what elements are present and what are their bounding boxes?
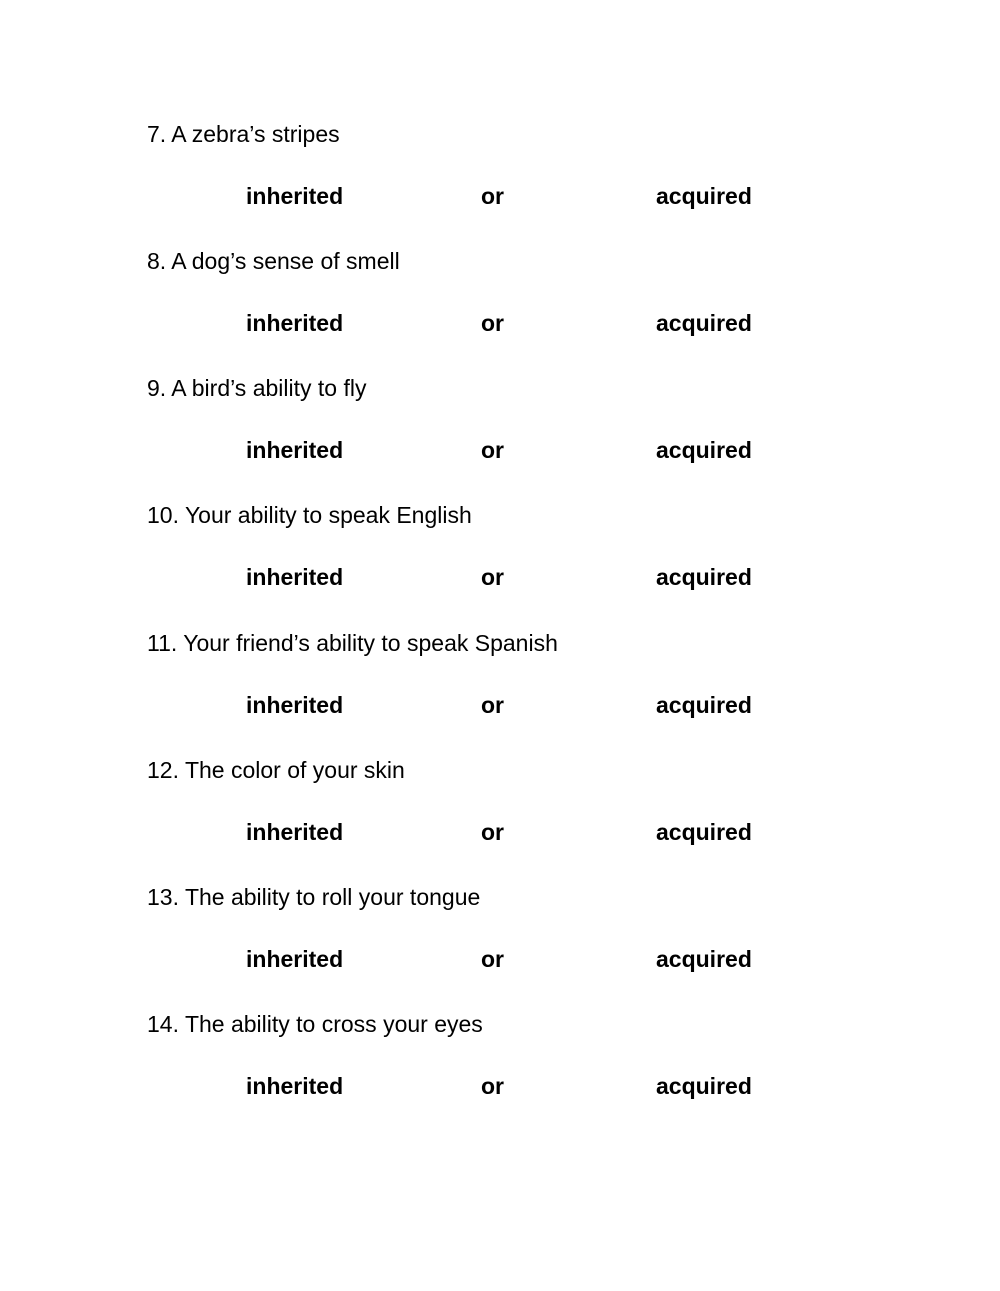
or-separator: or [481, 437, 504, 463]
inherited-option[interactable]: inherited [246, 437, 344, 463]
acquired-option[interactable]: acquired [656, 1073, 752, 1099]
question-13 [0, 882, 1000, 1009]
question-9 [0, 373, 1000, 500]
question-prompt: 13. The ability to roll your tongue [147, 884, 481, 910]
question-prompt: 14. The ability to cross your eyes [147, 1011, 483, 1037]
inherited-option[interactable]: inherited [246, 310, 344, 336]
inherited-option[interactable]: inherited [246, 946, 344, 972]
question-11 [0, 628, 1000, 755]
or-separator: or [481, 1073, 504, 1099]
or-separator: or [481, 692, 504, 718]
acquired-option[interactable]: acquired [656, 819, 752, 845]
acquired-option[interactable]: acquired [656, 183, 752, 209]
question-prompt: 10. Your ability to speak English [147, 502, 472, 528]
inherited-option[interactable]: inherited [246, 819, 344, 845]
question-8 [0, 246, 1000, 373]
inherited-option[interactable]: inherited [246, 692, 344, 718]
question-prompt: 9. A bird’s ability to fly [147, 375, 367, 401]
or-separator: or [481, 310, 504, 336]
or-separator: or [481, 946, 504, 972]
acquired-option[interactable]: acquired [656, 437, 752, 463]
acquired-option[interactable]: acquired [656, 946, 752, 972]
acquired-option[interactable]: acquired [656, 310, 752, 336]
question-12 [0, 755, 1000, 882]
inherited-option[interactable]: inherited [246, 564, 344, 590]
question-prompt: 11. Your friend’s ability to speak Spanish [147, 630, 558, 656]
or-separator: or [481, 819, 504, 845]
acquired-option[interactable]: acquired [656, 692, 752, 718]
question-prompt: 12. The color of your skin [147, 757, 405, 783]
question-7 [0, 119, 1000, 246]
question-10 [0, 500, 1000, 627]
question-14 [0, 1009, 1000, 1136]
inherited-option[interactable]: inherited [246, 1073, 344, 1099]
or-separator: or [481, 564, 504, 590]
inherited-option[interactable]: inherited [246, 183, 344, 209]
or-separator: or [481, 183, 504, 209]
acquired-option[interactable]: acquired [656, 564, 752, 590]
question-prompt: 8. A dog’s sense of smell [147, 248, 400, 274]
question-prompt: 7. A zebra’s stripes [147, 121, 340, 147]
